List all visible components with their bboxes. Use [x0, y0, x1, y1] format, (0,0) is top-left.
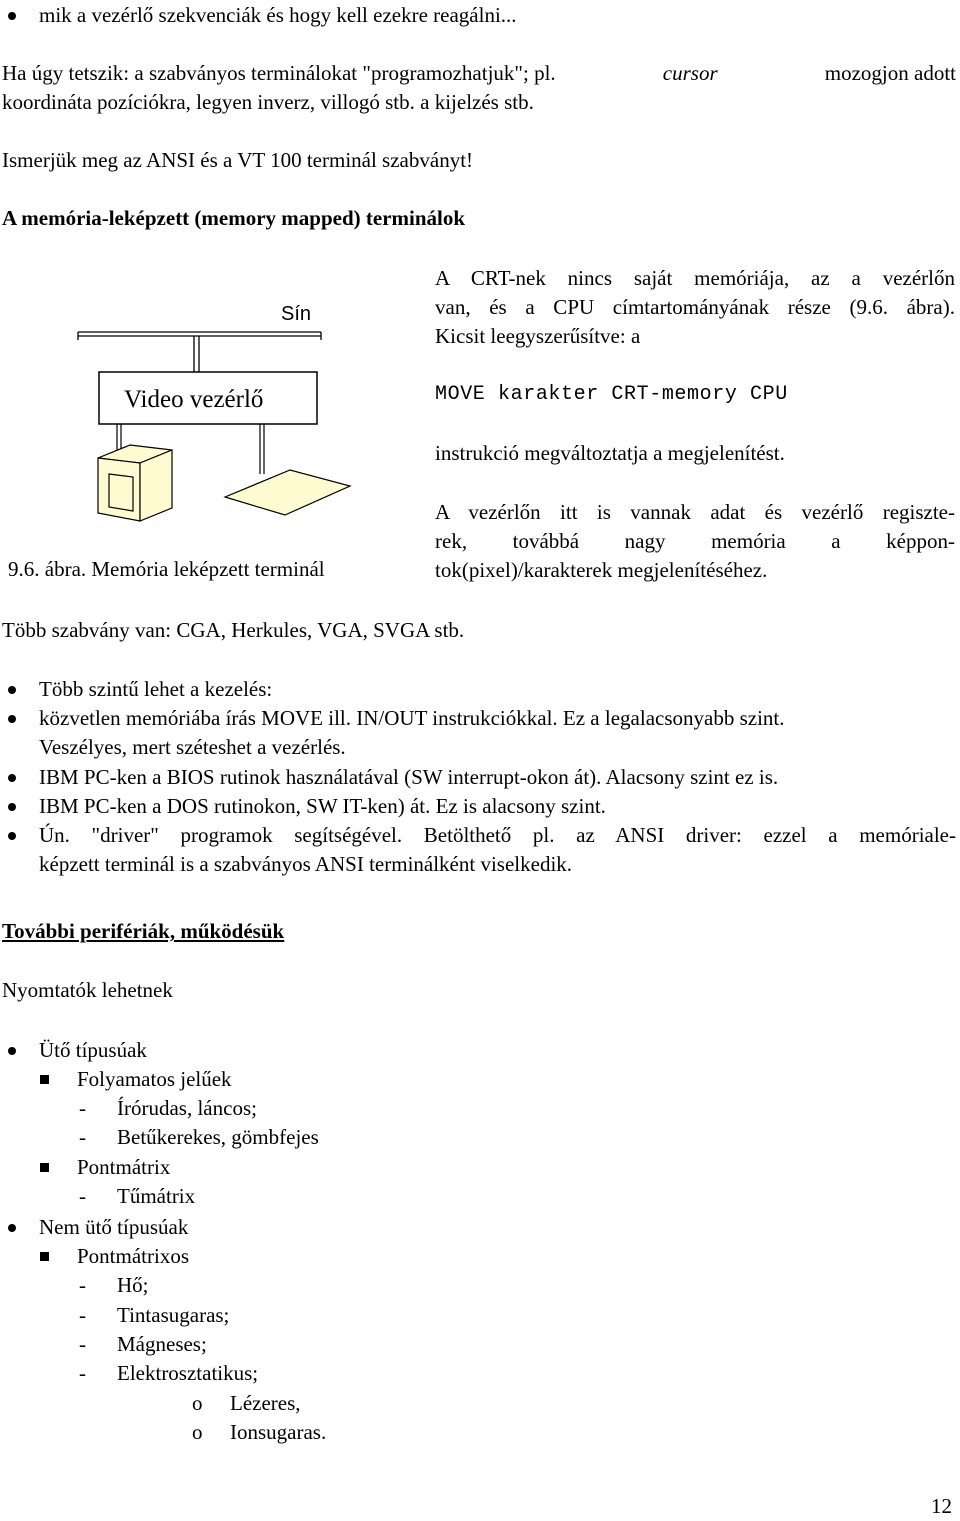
reg-line3: tok(pixel)/karakterek megjelenítéséhez. [435, 558, 768, 582]
bus-label: Sín [281, 303, 312, 325]
printer-magnetic: Mágneses; [117, 1332, 207, 1356]
p1-line1-italic: cursor [662, 61, 718, 85]
bullet-icon [8, 715, 16, 723]
printer-continuous: Folyamatos jelűek [77, 1067, 232, 1091]
dash-marker: - [79, 1361, 86, 1385]
printers-intro: Nyomtatók lehetnek [2, 978, 173, 1002]
square-bullet-icon [40, 1252, 49, 1261]
dash-marker: - [79, 1273, 86, 1297]
levels-item-cont: képzett terminál is a szabványos ANSI terminálként viselkedik. [39, 852, 573, 876]
crt-text-line3: Kicsit leegyszerűsítve: a [435, 324, 641, 348]
printer-electrostatic: Elektrosztatikus; [117, 1361, 259, 1385]
o-marker: o [192, 1420, 203, 1444]
levels-item: Több szintű lehet a kezelés: [39, 677, 273, 701]
controller-label: Video vezérlő [124, 386, 264, 413]
bullet-icon [8, 1224, 16, 1232]
p1-line1-pre: Ha úgy tetszik: a szabványos terminálokat "programozhatjuk"; pl. [2, 61, 556, 85]
printer-non-impact: Nem ütő típusúak [39, 1215, 189, 1239]
instr-text: instrukció megváltoztatja a megjelenítést. [435, 441, 785, 465]
code-line: MOVE karakter CRT-memory CPU [435, 383, 788, 406]
dash-marker: - [79, 1332, 86, 1356]
printer-needle: Tűmátrix [117, 1184, 196, 1208]
printer-dot-matrixes: Pontmátrixos [77, 1244, 190, 1268]
levels-item: Ún. "driver" programok segítségével. Betölthető pl. az ANSI driver: ezzel a memóriale- [39, 823, 956, 847]
top-bullet-text: mik a vezérlő szekvenciák és hogy kell ezekre reagálni... [39, 3, 517, 27]
p1-line2: koordináta pozíciókra, legyen inverz, villogó stb. a kijelzés stb. [2, 90, 534, 114]
dash-marker: - [79, 1096, 86, 1120]
figure-memory-mapped [8, 290, 410, 581]
levels-item: közvetlen memóriába írás MOVE ill. IN/OUT instrukciókkal. Ez a legalacsonyabb szint. [39, 706, 785, 730]
levels-item: IBM PC-ken a DOS rutinokon, SW IT-ken) át. Ez is alacsony szint. [39, 794, 606, 818]
memory-board-icon [225, 470, 350, 515]
page-number: 12 [931, 1494, 952, 1518]
bullet-icon [8, 1047, 16, 1055]
bullet-icon [8, 12, 16, 20]
paragraph-ansi: Ismerjük meg az ANSI és a VT 100 terminál szabványt! [2, 148, 474, 172]
crt-text-line1: A CRT-nek nincs saját memóriája, az a vezérlőn [435, 266, 955, 290]
printer-thermal: Hő; [117, 1273, 149, 1297]
bullet-icon [8, 774, 16, 782]
reg-line2: rek, továbbá nagy memória a képpon- [435, 529, 955, 553]
bullet-icon [8, 686, 16, 694]
dash-marker: - [79, 1184, 86, 1208]
reg-line1: A vezérlőn itt is vannak adat és vezérlő regiszte- [435, 500, 955, 524]
printer-laser: Lézeres, [230, 1391, 301, 1415]
figure-caption: 9.6. ábra. Memória leképzett terminál [8, 557, 325, 581]
peripherals-heading: További perifériák, működésük [2, 919, 285, 943]
printer-daisy: Betűkerekes, gömbfejes [117, 1125, 319, 1149]
o-marker: o [192, 1391, 203, 1415]
printer-dot-matrix: Pontmátrix [77, 1155, 171, 1179]
crt-text-line2: van, és a CPU címtartományának része (9.6. ábra). [435, 295, 955, 319]
p1-line1-post: mozogjon adott [824, 61, 956, 85]
bullet-icon [8, 832, 16, 840]
standards-text: Több szabvány van: CGA, Herkules, VGA, SVGA stb. [2, 618, 465, 642]
printer-ion: Ionsugaras. [230, 1420, 327, 1444]
section-heading: A memória-leképzett (memory mapped) terminálok [2, 206, 466, 230]
printer-bar-chain: Írórudas, láncos; [117, 1096, 257, 1120]
square-bullet-icon [40, 1163, 49, 1172]
figure-diagram [70, 290, 410, 540]
levels-item-cont: Veszélyes, mert széteshet a vezérlés. [39, 735, 346, 759]
dash-marker: - [79, 1303, 86, 1327]
square-bullet-icon [40, 1075, 49, 1084]
bullet-icon [8, 803, 16, 811]
paragraph-programmable [2, 59, 956, 88]
printer-impact: Ütő típusúak [39, 1038, 147, 1062]
levels-item: IBM PC-ken a BIOS rutinok használatával (SW interrupt-okon át). Alacsony szint ez is. [39, 765, 779, 789]
monitor-icon [98, 445, 172, 521]
dash-marker: - [79, 1125, 86, 1149]
printer-inkjet: Tintasugaras; [117, 1303, 230, 1327]
